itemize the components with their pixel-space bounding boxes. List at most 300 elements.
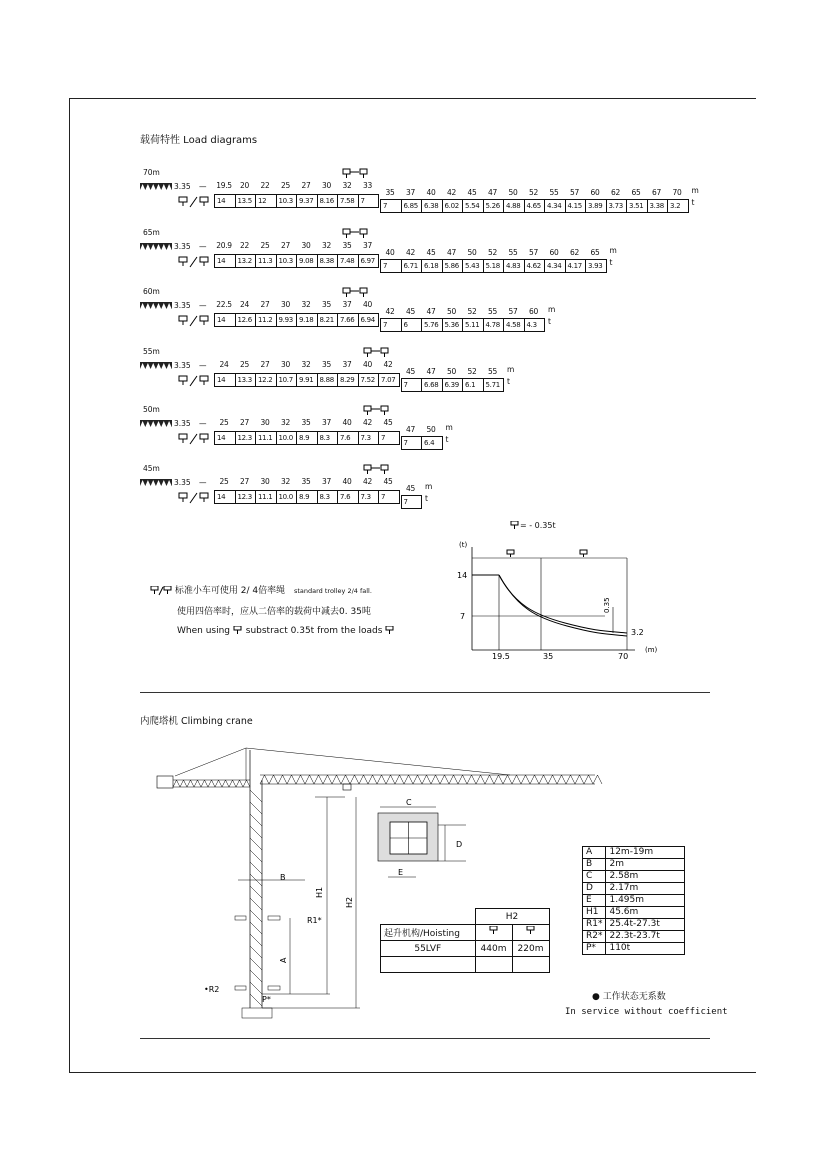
radius-4fall: 30 [301, 241, 311, 250]
jib-icon [140, 243, 174, 251]
load-4fall-cell: 11.1 [255, 490, 277, 504]
footnote-en: In service without coefficient [565, 1007, 728, 1017]
dash-label: — [199, 242, 207, 251]
radius-2fall: 52 [467, 307, 477, 316]
dimension-row [583, 859, 685, 871]
radius-2fall: 67 [652, 188, 661, 197]
radius-4fall: 35 [322, 360, 331, 369]
hoist-empty-1 [381, 957, 476, 973]
radius-4fall: 25 [240, 360, 249, 369]
load-4fall-cell: 7.07 [378, 373, 400, 387]
radius-2fall: 47 [426, 307, 436, 316]
load-2fall-cell: 5.76 [421, 318, 443, 332]
radius-2fall: 45 [406, 367, 415, 376]
dimension-key: R1* [583, 919, 606, 931]
radius-4fall: 22.5 [216, 300, 232, 309]
radius-4fall: 24 [240, 300, 249, 309]
label-P: P* [262, 995, 271, 1004]
min-radius-label: 3.35 [174, 478, 191, 487]
radius-2fall: 65 [590, 248, 600, 257]
unit-m: m [609, 246, 617, 255]
load-4fall-cell: 10.3 [276, 194, 298, 208]
trolley-change-icon [363, 347, 391, 359]
dimension-key: R2* [583, 931, 606, 943]
radius-2fall: 55 [508, 248, 518, 257]
load-4fall-cell: 7.58 [337, 194, 359, 208]
load-4fall-cell: 7.3 [358, 490, 380, 504]
load-2fall-cell: 4.83 [503, 259, 525, 273]
trolley-change-icon [342, 228, 370, 240]
formula-line [510, 521, 556, 530]
load-2fall-cell: 3.93 [585, 259, 607, 273]
radius-4fall: 22 [240, 241, 249, 250]
graph-end-value: 3.2 [631, 628, 644, 637]
radius-2fall: 52 [467, 367, 477, 376]
label-R2: •R2 [204, 985, 220, 994]
load-4fall-cell: 9.18 [296, 313, 318, 327]
dimension-key: C [583, 871, 606, 883]
label-H1: H1 [315, 886, 324, 898]
load-4fall-cell: 13.2 [235, 254, 257, 268]
load-2fall-cell: 4.3 [524, 318, 546, 332]
dimension-value: 12m-19m [606, 847, 685, 859]
graph-y-7: 7 [460, 612, 466, 621]
radius-4fall: 20 [240, 181, 249, 190]
radius-2fall: 50 [508, 188, 518, 197]
hoist-h2-header: H2 [475, 909, 549, 925]
load-2fall-cell: 7 [380, 318, 402, 332]
load-4fall-cell: 9.91 [296, 373, 318, 387]
radius-4fall: 30 [260, 477, 270, 486]
load-4fall-cell: 14 [214, 254, 236, 268]
radius-2fall: 55 [549, 188, 559, 197]
load-4fall-cell: 14 [214, 373, 236, 387]
note-line-3 [177, 626, 395, 636]
load-4fall-cell: 12.2 [255, 373, 277, 387]
radius-2fall: 55 [488, 307, 497, 316]
radius-2fall: 45 [406, 307, 415, 316]
load-4fall-cell: 7.6 [337, 490, 359, 504]
dimension-key: E [583, 895, 606, 907]
radius-2fall: 42 [406, 248, 415, 257]
hoist-empty-2 [475, 957, 512, 973]
radius-4fall: 32 [281, 418, 290, 427]
label-C: C [406, 798, 412, 807]
hook-pair-icon [178, 315, 212, 327]
radius-2fall: 50 [467, 248, 477, 257]
radius-2fall: 60 [529, 307, 538, 316]
dimension-key: P* [583, 943, 606, 955]
radius-4fall: 30 [281, 360, 290, 369]
dash-label: — [199, 182, 207, 191]
load-2fall-cell: 5.86 [442, 259, 464, 273]
radius-2fall: 60 [549, 248, 559, 257]
dash-label: — [199, 478, 207, 487]
hook-4fall-icon-c [489, 926, 499, 936]
hook-pair-icon [150, 586, 172, 596]
dash-label: — [199, 419, 207, 428]
load-2fall-cell: 5.54 [462, 199, 484, 213]
dimension-key: D [583, 883, 606, 895]
load-2fall-cell: 5.18 [483, 259, 505, 273]
graph-x-19-5: 19.5 [492, 652, 510, 661]
hoist-model: 55LVF [381, 941, 476, 957]
jib-icon [140, 420, 174, 428]
load-4fall-cell: 7 [358, 194, 380, 208]
climbing-frame-plan [370, 795, 475, 890]
min-radius-label: 3.35 [174, 419, 191, 428]
radius-4fall: 32 [342, 181, 352, 190]
radius-4fall: 35 [301, 418, 311, 427]
graph-hook-icon-b [580, 550, 587, 557]
graph-hook-icon-a [507, 550, 514, 557]
hoist-blank [381, 909, 476, 925]
label-A: A [279, 957, 288, 963]
graph-y-14: 14 [457, 571, 468, 580]
load-4fall-cell: 12.6 [235, 313, 257, 327]
dimensions-table-body [583, 847, 685, 955]
unit-m: m [425, 482, 433, 491]
frame-top-line [70, 98, 756, 99]
load-2fall-cell: 3.51 [626, 199, 648, 213]
load-2fall-cell: 6.18 [421, 259, 443, 273]
radius-4fall: 40 [363, 300, 372, 309]
radius-4fall: 27 [281, 241, 290, 250]
dimension-value: 110t [606, 943, 685, 955]
load-2fall-cell: 4.34 [544, 199, 566, 213]
graph-diff-label: 0.35 [603, 597, 611, 613]
radius-4fall: 35 [342, 241, 352, 250]
load-2fall-cell: 7 [401, 436, 423, 450]
section-divider-1 [140, 692, 710, 693]
load-diagrams-title: 载荷特性 Load diagrams [140, 135, 258, 146]
load-4fall-cell: 13.3 [235, 373, 257, 387]
radius-4fall: 25 [219, 418, 229, 427]
load-2fall-cell: 6 [401, 318, 423, 332]
radius-4fall: 27 [260, 300, 270, 309]
jib-length-label: 55m [143, 347, 160, 356]
crane-dimensions [235, 797, 360, 1018]
hoist-empty-3 [512, 957, 549, 973]
load-2fall-cell: 4.58 [503, 318, 525, 332]
dimension-value: 45.6m [606, 907, 685, 919]
radius-2fall: 40 [385, 248, 395, 257]
load-2fall-cell: 7 [380, 259, 402, 273]
load-2fall-cell: 6.38 [421, 199, 443, 213]
load-4fall-cell: 7.66 [337, 313, 359, 327]
dimension-key: B [583, 859, 606, 871]
radius-4fall: 24 [219, 360, 229, 369]
radius-2fall: 70 [672, 188, 682, 197]
crane-mast [250, 750, 262, 1008]
unit-m: m [445, 423, 453, 432]
hook-pair-icon [178, 256, 212, 268]
unit-t: t [425, 494, 428, 503]
note-line-3-b: substract 0.35t from the loads [245, 626, 383, 636]
load-4fall-cell: 12 [255, 194, 277, 208]
radius-2fall: 57 [529, 248, 538, 257]
load-4fall-cell: 8.3 [317, 490, 339, 504]
load-4fall-cell: 10.3 [276, 254, 298, 268]
radius-4fall: 37 [342, 360, 352, 369]
dimensions-table [582, 846, 685, 955]
unit-m: m [507, 365, 515, 374]
section-divider-2 [140, 1038, 710, 1039]
load-2fall-cell: 4.17 [565, 259, 587, 273]
dimension-value: 1.495m [606, 895, 685, 907]
hoist-2fall-cell [512, 925, 549, 941]
dimension-row [583, 919, 685, 931]
load-4fall-cell: 7.48 [337, 254, 359, 268]
load-2fall-cell: 6.02 [442, 199, 464, 213]
load-4fall-cell: 10.0 [276, 490, 298, 504]
load-2fall-cell: 6.4 [421, 436, 443, 450]
radius-2fall: 45 [406, 484, 415, 493]
dimension-value: 2.17m [606, 883, 685, 895]
radius-4fall: 40 [342, 477, 352, 486]
unit-m: m [691, 186, 699, 195]
load-2fall-cell: 7 [380, 199, 402, 213]
radius-2fall: 42 [447, 188, 456, 197]
radius-4fall: 25 [219, 477, 229, 486]
radius-2fall: 60 [590, 188, 600, 197]
footnote-cn [592, 989, 666, 1002]
load-4fall-cell: 8.88 [317, 373, 339, 387]
hook-pair-icon [178, 196, 212, 208]
load-4fall-cell: 6.94 [358, 313, 380, 327]
jib-length-label: 70m [143, 168, 160, 177]
radius-4fall: 27 [260, 360, 270, 369]
radius-2fall: 40 [426, 188, 436, 197]
hook-2fall-icon [385, 626, 395, 635]
jib-icon [140, 479, 174, 487]
radius-4fall: 30 [281, 300, 290, 309]
load-4fall-cell: 9.08 [296, 254, 318, 268]
radius-2fall: 50 [447, 307, 456, 316]
radius-4fall: 20.9 [216, 241, 232, 250]
frame-bottom-line [70, 1072, 756, 1073]
radius-4fall: 32 [322, 241, 331, 250]
load-4fall-cell: 11.3 [255, 254, 277, 268]
load-4fall-cell: 8.38 [317, 254, 339, 268]
dash-label: — [199, 361, 207, 370]
hook-pair-icon [178, 433, 212, 445]
load-2fall-cell: 4.62 [524, 259, 546, 273]
radius-2fall: 57 [508, 307, 518, 316]
footnote-bullet: ● [592, 992, 600, 1002]
radius-4fall: 27 [240, 477, 249, 486]
load-2fall-cell: 5.71 [483, 378, 505, 392]
unit-m: m [548, 305, 556, 314]
load-4fall-cell: 11.1 [255, 431, 277, 445]
radius-4fall: 40 [363, 360, 372, 369]
trolley-change-icon [342, 168, 370, 180]
load-4fall-cell: 8.16 [317, 194, 339, 208]
jib-icon [140, 362, 174, 370]
load-2fall-cell: 4.88 [503, 199, 525, 213]
load-2fall-cell: 5.43 [462, 259, 484, 273]
jib-icon [140, 183, 174, 191]
dimension-value: 2.58m [606, 871, 685, 883]
load-2fall-cell: 3.89 [585, 199, 607, 213]
radius-4fall: 45 [383, 418, 393, 427]
dimension-row [583, 931, 685, 943]
load-4fall-cell: 14 [214, 313, 236, 327]
graph-x-35: 35 [543, 652, 554, 661]
radius-2fall: 50 [447, 367, 456, 376]
radius-4fall: 25 [281, 181, 290, 190]
load-4fall-cell: 12.3 [235, 490, 257, 504]
load-2fall-cell: 6.1 [462, 378, 484, 392]
note-line-2: 使用四倍率时，应从二倍率的载荷中减去0. 35吨 [177, 607, 371, 617]
radius-4fall: 32 [301, 300, 311, 309]
load-4fall-cell: 13.5 [235, 194, 257, 208]
radius-2fall: 47 [488, 188, 497, 197]
radius-2fall: 47 [406, 425, 415, 434]
radius-4fall: 27 [240, 418, 249, 427]
jib-length-label: 60m [143, 287, 160, 296]
radius-2fall: 57 [570, 188, 579, 197]
load-2fall-cell: 4.65 [524, 199, 546, 213]
load-2fall-cell: 3.73 [606, 199, 628, 213]
radius-2fall: 42 [385, 307, 395, 316]
load-2fall-cell: 5.26 [483, 199, 505, 213]
label-D: D [456, 840, 463, 849]
radius-4fall: 35 [322, 300, 331, 309]
min-radius-label: 3.35 [174, 301, 191, 310]
load-2fall-cell: 6.68 [421, 378, 443, 392]
unit-t: t [445, 435, 449, 444]
hook-4fall-icon [510, 521, 520, 530]
load-4fall-cell: 7 [378, 490, 400, 504]
load-2fall-cell: 6.39 [442, 378, 464, 392]
radius-4fall: 30 [322, 181, 331, 190]
radius-4fall: 30 [260, 418, 270, 427]
load-4fall-cell: 14 [214, 431, 236, 445]
hoist-value-2: 220m [512, 941, 549, 957]
radius-4fall: 37 [363, 241, 372, 250]
dimension-key: A [583, 847, 606, 859]
dimension-row [583, 871, 685, 883]
hoist-mech-label: 起升机构/Hoisting [381, 925, 476, 941]
load-2fall-cell: 5.36 [442, 318, 464, 332]
load-4fall-cell: 10.0 [276, 431, 298, 445]
radius-4fall: 35 [301, 477, 311, 486]
radius-4fall: 22 [260, 181, 270, 190]
trolley-change-icon [363, 405, 391, 417]
frame-left-line [69, 98, 70, 1073]
radius-4fall: 42 [363, 418, 372, 427]
radius-4fall: 37 [322, 418, 331, 427]
load-4fall-cell: 10.7 [276, 373, 298, 387]
hoist-4fall-cell [475, 925, 512, 941]
radius-2fall: 52 [529, 188, 538, 197]
jib-icon [140, 302, 174, 310]
footnote-cn-text: 工作状态无系数 [602, 992, 666, 1002]
unit-t: t [548, 317, 551, 326]
label-E: E [398, 868, 404, 877]
load-2fall-cell: 6.85 [401, 199, 423, 213]
trolley-change-icon [342, 287, 370, 299]
radius-4fall: 32 [281, 477, 290, 486]
dimension-row [583, 883, 685, 895]
load-4fall-cell: 8.9 [296, 490, 318, 504]
hook-4fall-icon-b [233, 626, 243, 635]
label-H2: H2 [345, 896, 354, 908]
unit-t: t [507, 377, 510, 386]
load-4fall-cell: 8.21 [317, 313, 339, 327]
radius-2fall: 55 [488, 367, 497, 376]
radius-2fall: 47 [447, 248, 456, 257]
radius-2fall: 45 [467, 188, 477, 197]
climbing-crane-title: 内爬塔机 Climbing crane [140, 716, 253, 727]
load-4fall-cell: 9.93 [276, 313, 298, 327]
load-4fall-cell: 7.6 [337, 431, 359, 445]
dimension-value: 2m [606, 859, 685, 871]
jib-length-label: 45m [143, 464, 160, 473]
hoisting-table [380, 908, 550, 973]
radius-4fall: 37 [322, 477, 331, 486]
load-2fall-cell: 4.78 [483, 318, 505, 332]
load-2fall-cell: 7 [401, 378, 423, 392]
radius-2fall: 35 [385, 188, 395, 197]
radius-2fall: 45 [426, 248, 436, 257]
hook-pair-icon [178, 492, 212, 504]
load-2fall-cell: 6.71 [401, 259, 423, 273]
radius-4fall: 32 [301, 360, 311, 369]
radius-2fall: 52 [488, 248, 497, 257]
dimension-row [583, 895, 685, 907]
dimension-key: H1 [583, 907, 606, 919]
radius-2fall: 65 [631, 188, 641, 197]
load-4fall-cell: 6.97 [358, 254, 380, 268]
jib-length-label: 50m [143, 405, 160, 414]
load-4fall-cell: 8.9 [296, 431, 318, 445]
graph-x-unit: (m) [645, 646, 658, 654]
radius-2fall: 50 [426, 425, 436, 434]
load-curve-graph [455, 535, 665, 665]
note-line-1-cn: 标准小车可使用 2/ 4倍率绳 [174, 586, 286, 596]
note-line-1-en: standard trolley 2/4 fall. [293, 587, 372, 595]
radius-4fall: 33 [363, 181, 372, 190]
load-4fall-cell: 14 [214, 194, 236, 208]
dimension-row [583, 943, 685, 955]
graph-y-unit: (t) [459, 541, 468, 549]
radius-4fall: 25 [260, 241, 270, 250]
dimension-value: 25.4t-27.3t [606, 919, 685, 931]
hook-pair-icon [178, 375, 212, 387]
min-radius-label: 3.35 [174, 182, 191, 191]
radius-2fall: 62 [570, 248, 579, 257]
dimension-value: 22.3t-23.7t [606, 931, 685, 943]
load-4fall-cell: 9.37 [296, 194, 318, 208]
load-4fall-cell: 11.2 [255, 313, 277, 327]
label-B: B [280, 873, 286, 882]
note-line-1 [150, 583, 372, 596]
radius-4fall: 19.5 [216, 181, 232, 190]
min-radius-label: 3.35 [174, 361, 191, 370]
radius-4fall: 42 [383, 360, 393, 369]
hook-2fall-icon-b [526, 926, 536, 936]
load-2fall-cell: 4.15 [565, 199, 587, 213]
load-4fall-cell: 8.29 [337, 373, 359, 387]
formula-text: = - 0.35t [520, 521, 556, 530]
radius-4fall: 45 [383, 477, 393, 486]
load-2fall-cell: 4.34 [544, 259, 566, 273]
load-2fall-cell: 3.2 [667, 199, 689, 213]
radius-4fall: 40 [342, 418, 352, 427]
load-4fall-cell: 14 [214, 490, 236, 504]
